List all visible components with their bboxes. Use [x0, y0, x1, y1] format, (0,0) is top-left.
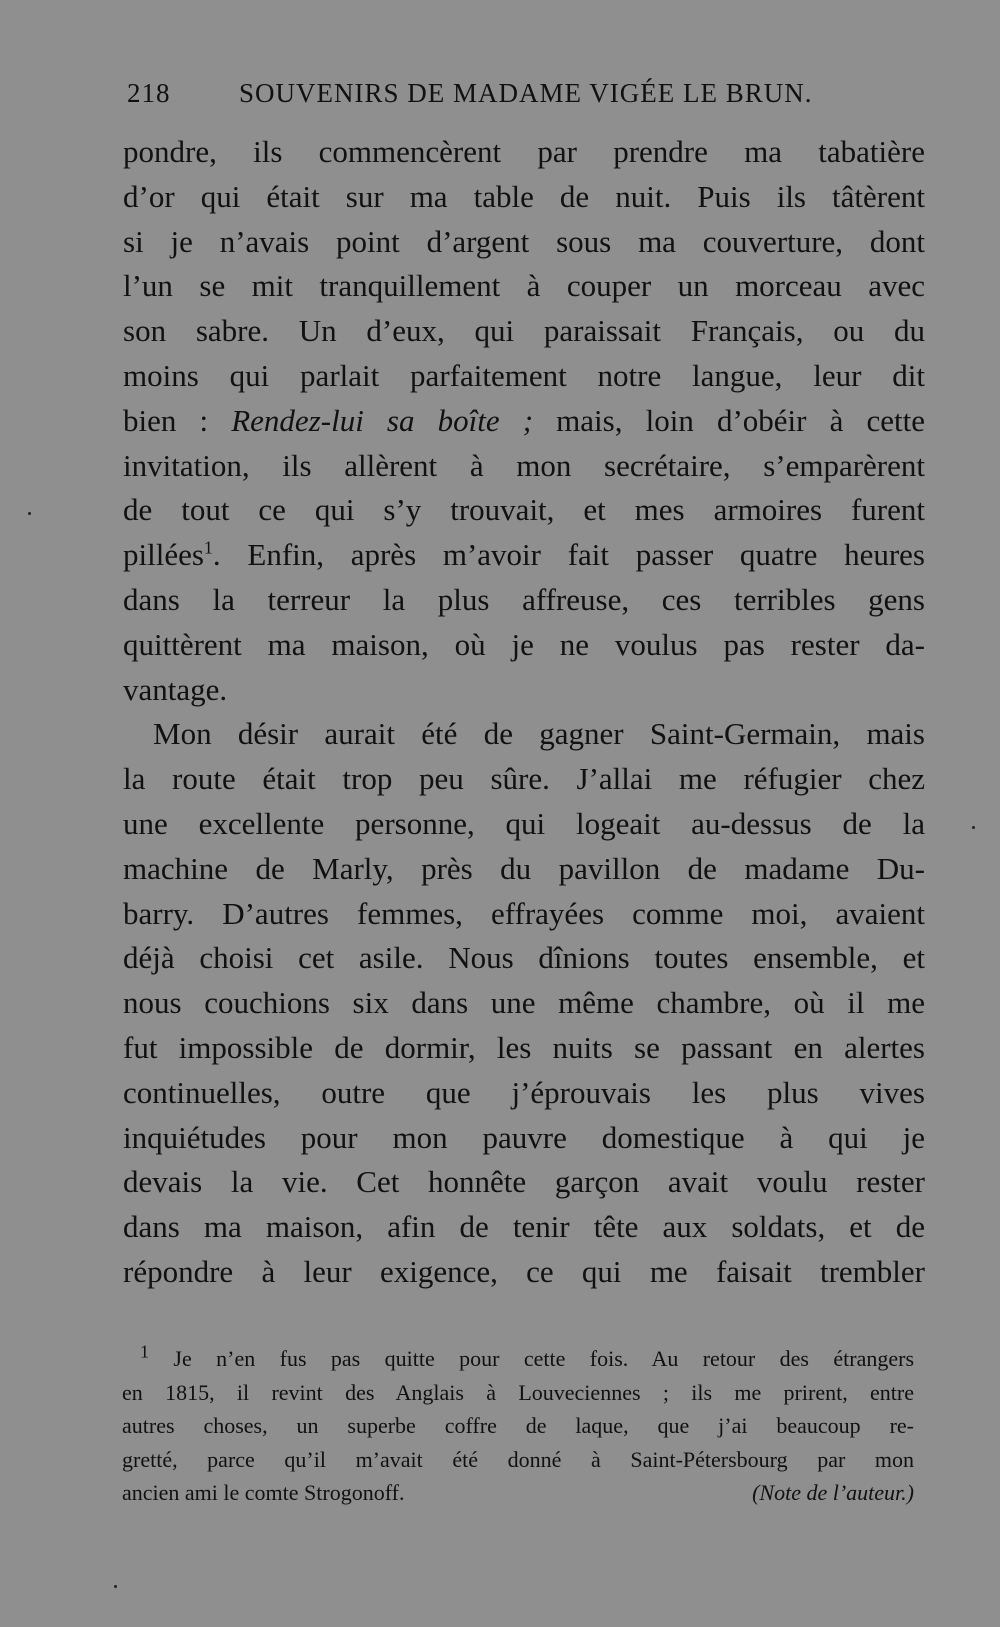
scan-speck [972, 826, 975, 829]
text-line: répondre à leur exigence, ce qui me faisait trembler [123, 1253, 925, 1289]
footnote-text: Je n’en fus pas quitte pour cette fois. Au retour des étrangers [173, 1346, 915, 1371]
footnote-attribution: (Note de l’auteur.) [752, 1480, 914, 1505]
footnote-marker: 1 [203, 537, 213, 558]
text-line: la route était trop peu sûre. J’allai me réfugier chez [123, 761, 925, 797]
text-line: dans la terreur la plus affreuse, ces terribles gens [123, 581, 925, 617]
text-line: moins qui parlait parfaitement notre langue, leur dit [123, 357, 925, 393]
running-head: SOUVENIRS DE MADAME VIGÉE LE BRUN. [239, 78, 813, 108]
footnote-line: autres choses, un superbe coffre de laque, que j’ai beaucoup re- [122, 1413, 914, 1438]
text-line: devais la vie. Cet honnête garçon avait voulu rester [123, 1164, 925, 1200]
footnote-number: 1 [140, 1341, 149, 1362]
text-line: Mon désir aurait été de gagner Saint-Germain, mais [153, 716, 925, 752]
text-line: barry. D’autres femmes, effrayées comme moi, avaient [123, 895, 925, 931]
text-line: machine de Marly, près du pavillon de madame Du- [123, 850, 925, 886]
text-line: quittèrent ma maison, où je ne voulus pas rester da- [123, 626, 925, 662]
footnote [122, 1342, 914, 1510]
text-line: dans ma maison, afin de tenir tête aux soldats, et de [123, 1209, 925, 1245]
text-line: de tout ce qui s’y trouvait, et mes armoires furent [123, 492, 925, 528]
scan-speck [114, 1585, 117, 1588]
footnote-text: ancien ami le comte Strogonoff. [122, 1480, 405, 1505]
text-line: si je n’avais point d’argent sous ma couverture, dont [123, 223, 925, 259]
text-line: invitation, ils allèrent à mon secrétaire, s’emparèrent [123, 447, 925, 483]
text-line: déjà choisi cet asile. Nous dînions toutes ensemble, et [123, 940, 925, 976]
quoted-phrase: Rendez-lui sa boîte ; [231, 402, 534, 438]
text-line [123, 533, 925, 578]
text-line: inquiétudes pour mon pauvre domestique à qui je [123, 1119, 925, 1155]
text-line: d’or qui était sur ma table de nuit. Puis ils tâtèrent [123, 178, 925, 214]
text-line: vantage. [123, 671, 228, 707]
footnote-line: en 1815, il revint des Anglais à Louveciennes ; ils me prirent, entre [122, 1379, 914, 1405]
text-line [123, 399, 925, 444]
text-segment: bien : [123, 402, 209, 438]
page-number: 218 [127, 78, 171, 108]
text-line: fut impossible de dormir, les nuits se passant en alertes [123, 1029, 925, 1065]
text-segment: . Enfin, après m’avoir fait passer quatre heures [212, 537, 925, 573]
footnote-line [122, 1342, 914, 1376]
scan-speck [28, 512, 31, 515]
text-line: son sabre. Un d’eux, qui paraissait Français, ou du [123, 313, 925, 349]
text-line: continuelles, outre que j’éprouvais les plus vives [123, 1074, 925, 1110]
footnote-line: gretté, parce qu’il m’avait été donné à Saint-Pétersbourg par mon [122, 1446, 914, 1472]
text-segment: pillées [123, 537, 204, 573]
text-line: nous couchions six dans une même chambre, où il me [123, 985, 925, 1021]
text-line: l’un se mit tranquillement à couper un morceau avec [123, 268, 925, 304]
body-text [123, 130, 925, 1295]
page-header [127, 78, 823, 118]
text-line: pondre, ils commencèrent par prendre ma tabatière [123, 134, 925, 169]
footnote-line [122, 1476, 914, 1510]
text-line: une excellente personne, qui logeait au-dessus de la [123, 805, 925, 841]
text-segment: mais, loin d’obéir à cette [556, 402, 925, 438]
